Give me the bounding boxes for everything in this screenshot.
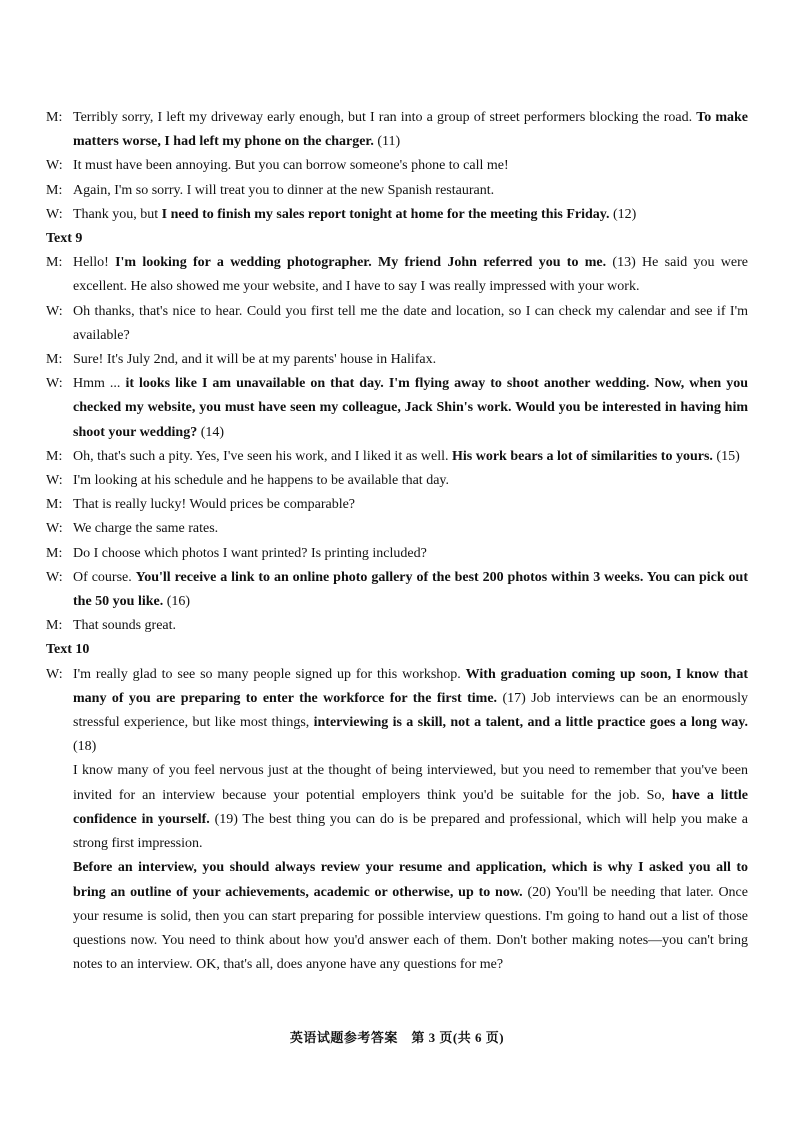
answer-highlight: I need to finish my sales report tonight at home for the meeting this Friday. <box>161 206 610 222</box>
transcript-text: (13) He said you were excellent. He also showed me your website, and I have to say I was really impressed with your work. <box>73 255 748 295</box>
transcript-text: (15) <box>712 448 740 464</box>
transcript-text: Sure! It's July 2nd, and it will be at my parents' house in Halifax. <box>73 352 437 368</box>
transcript-body <box>46 106 748 977</box>
page-footer: 英语试题参考答案 第 3 页(共 6 页) <box>289 1030 505 1045</box>
speaker-label: M: <box>46 352 63 368</box>
transcript-text: It must have been annoying. But you can borrow someone's phone to call me! <box>73 158 509 174</box>
answer-highlight: interviewing is a skill, not a talent, and a little practice goes a long way. <box>313 715 748 731</box>
transcript-text: (16) <box>163 594 191 610</box>
transcript-text: Of course. <box>73 569 136 585</box>
answer-highlight: To make matters worse, I had left my phone on the charger. <box>73 110 749 150</box>
transcript-text: (12) <box>609 206 637 222</box>
dialogue-line <box>46 493 748 517</box>
transcript-text: (20) You'll be needing that later. Once your resume is solid, then you can start preparing for possible interview questions. I'm going to hand out a list of those questions now. You need to think about how you'd answer each of them. Don't bother making notes—you can't bring notes to an interview. OK, that's all, does anyone have any questions for me? <box>73 884 748 973</box>
dialogue-line <box>46 203 748 227</box>
transcript-text: (19) The best thing you can do is be prepared and professional, which will help you make a strong first impression. <box>73 811 749 852</box>
dialogue-line <box>46 251 748 299</box>
transcript-text: (18) <box>73 739 97 755</box>
speaker-label: M: <box>46 110 63 125</box>
answer-highlight: With graduation coming up soon, I know that many of you are preparing to enter the workforce for the first time. <box>73 666 748 706</box>
transcript-text: (17) Job interviews can be an enormously stressful experience, but like most things, <box>73 690 748 731</box>
transcript-text: Do I choose which photos I want printed? Is printing included? <box>73 545 427 561</box>
transcript-text: That is really lucky! Would prices be comparable? <box>73 497 356 513</box>
speaker-label: M: <box>46 255 63 271</box>
dialogue-line <box>46 542 748 566</box>
transcript-text: (11) <box>373 134 401 150</box>
speaker-label: M: <box>46 182 63 198</box>
speaker-label: W: <box>46 521 63 537</box>
transcript-text: I'm looking at his schedule and he happens to be available that day. <box>73 473 450 489</box>
dialogue-line <box>46 614 748 638</box>
speaker-label: W: <box>46 666 63 682</box>
dialogue-text8-end <box>46 106 748 227</box>
transcript-text: Thank you, but <box>73 206 162 222</box>
monologue-text10 <box>46 663 748 978</box>
speaker-label: W: <box>46 158 63 174</box>
speaker-label: W: <box>46 569 63 585</box>
transcript-text: That sounds great. <box>73 618 177 634</box>
answer-highlight: it looks like I am unavailable on that day. I'm flying away to shoot another wedding. Now, when you checked my website, you must have seen my colleague, Jack Shin's work. Would you be interested in having him shoot your wedding? <box>73 376 749 440</box>
dialogue-line <box>46 469 748 493</box>
speaker-label: W: <box>46 303 63 319</box>
dialogue-line <box>46 372 748 445</box>
speaker-label: W: <box>46 206 63 222</box>
dialogue-line <box>46 517 748 541</box>
dialogue-line <box>46 179 748 203</box>
transcript-text: I'm really glad to see so many people signed up for this workshop. <box>73 666 466 682</box>
dialogue-line <box>46 348 748 372</box>
monologue-paragraph <box>46 856 748 977</box>
speaker-label: M: <box>46 497 63 513</box>
answer-highlight: His work bears a lot of similarities to yours. <box>451 448 713 464</box>
dialogue-line <box>46 300 748 348</box>
speaker-label: W: <box>46 376 63 392</box>
transcript-text: Oh, that's such a pity. Yes, I've seen his work, and I liked it as well. <box>73 448 452 464</box>
text9-heading: Text 9 <box>46 231 83 247</box>
transcript-text: Terribly sorry, I left my driveway early enough, but I ran into a group of street performers blocking the road. <box>73 110 697 125</box>
monologue-paragraph <box>46 663 748 760</box>
answer-highlight: have a little confidence in yourself. <box>73 787 748 827</box>
answer-highlight: I'm looking for a wedding photographer. My friend John referred you to me. <box>115 255 607 271</box>
dialogue-line <box>46 154 748 178</box>
speaker-label: M: <box>46 545 63 561</box>
transcript-text: Oh thanks, that's nice to hear. Could you first tell me the date and location, so I can check my calendar and see if I'm available? <box>73 303 748 343</box>
transcript-text: Again, I'm so sorry. I will treat you to dinner at the new Spanish restaurant. <box>73 182 495 198</box>
transcript-text: Hello! <box>73 255 116 271</box>
transcript-text: I know many of you feel nervous just at the thought of being interviewed, but you need to remember that you've been invited for an interview because your potential employers think you'd be suitable for the job. So, <box>73 763 748 803</box>
answer-highlight: You'll receive a link to an online photo gallery of the best 200 photos within 3 weeks. You can pick out the 50 you like. <box>73 569 748 610</box>
transcript-text: (14) <box>197 424 225 440</box>
answer-highlight: Before an interview, you should always review your resume and application, which is why I asked you all to bring an outline of your achievements, academic or otherwise, up to now. <box>73 860 748 900</box>
monologue-paragraph <box>46 759 748 856</box>
text10-heading: Text 10 <box>46 642 90 658</box>
speaker-label: M: <box>46 618 63 634</box>
speaker-label: M: <box>46 448 63 464</box>
transcript-text: Hmm ... <box>73 376 126 392</box>
dialogue-line <box>46 445 748 469</box>
transcript-text: We charge the same rates. <box>73 521 219 537</box>
dialogue-line <box>46 106 748 154</box>
dialogue-line <box>46 566 748 614</box>
speaker-label: W: <box>46 473 63 489</box>
dialogue-text9 <box>46 251 748 638</box>
